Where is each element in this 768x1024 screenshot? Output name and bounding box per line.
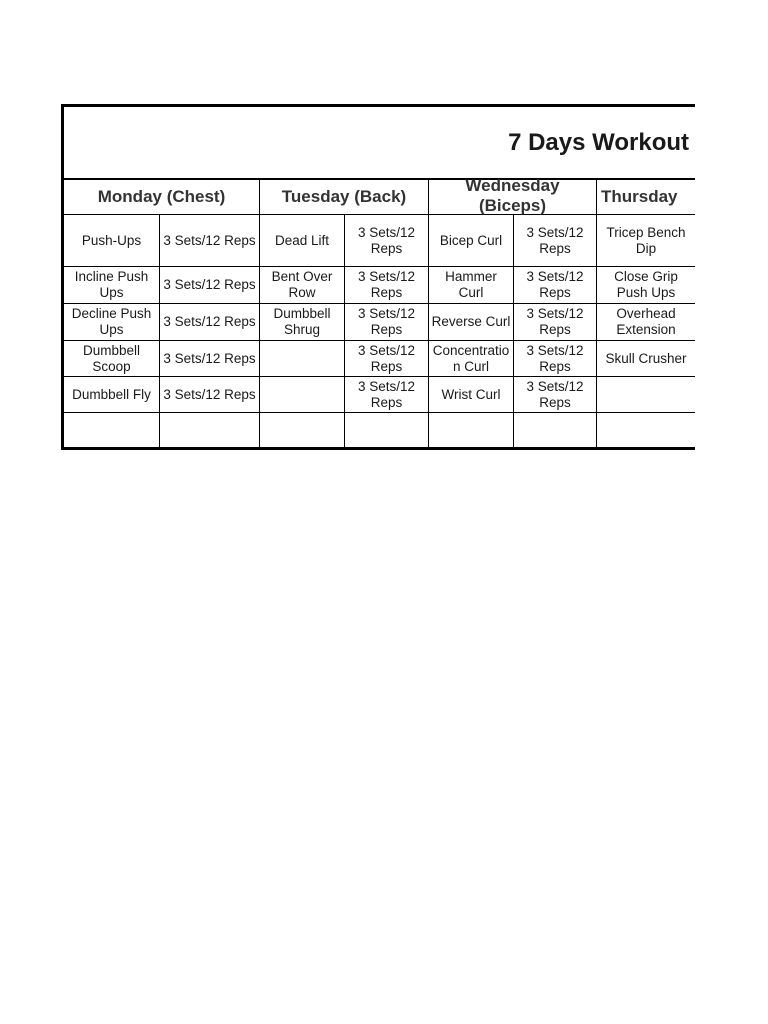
table-cell: 3 Sets/12 Reps	[357, 378, 416, 410]
table-cell: Incline Push Ups	[74, 269, 149, 300]
table-cell: 3 Sets/12 Reps	[163, 232, 256, 248]
table-cell: Dead Lift	[274, 232, 330, 248]
table-cell: 3 Sets/12 Reps	[357, 342, 416, 374]
table-cell: 3 Sets/12 Reps	[163, 350, 256, 366]
table-cell	[64, 413, 159, 447]
table-cell	[345, 413, 428, 447]
header-thursday: Thursday	[601, 187, 678, 206]
table-cell: Overhead Extension	[616, 306, 676, 337]
table-cell: Hammer Curl	[445, 269, 497, 300]
table-cell: 3 Sets/12 Reps	[526, 224, 584, 256]
table-cell: Reverse Curl	[431, 314, 511, 329]
table-cell: Skull Crusher	[605, 350, 687, 366]
table-cell: 3 Sets/12 Reps	[163, 277, 256, 292]
table-cell: 3 Sets/12 Reps	[526, 342, 584, 374]
header-tuesday: Tuesday (Back)	[281, 187, 407, 206]
table-cell	[160, 413, 259, 447]
table-cell: 3 Sets/12 Reps	[357, 269, 416, 300]
table-cell: Dumbbell Fly	[72, 386, 151, 402]
table-cell: Bent Over Row	[271, 269, 333, 300]
table-cell	[260, 413, 344, 447]
table-cell	[260, 377, 344, 412]
table-cell: Tricep Bench Dip	[606, 224, 686, 256]
table-cell: Dumbbell Scoop	[82, 342, 141, 374]
table-cell: Concentration Curl	[432, 342, 510, 374]
table-cell: Decline Push Ups	[71, 306, 152, 337]
table-cell	[597, 377, 695, 412]
table-cell: 3 Sets/12 Reps	[163, 314, 256, 329]
table-cell: Bicep Curl	[439, 232, 503, 248]
table-border-bottom	[61, 447, 695, 450]
title-cell	[64, 107, 695, 182]
header-monday: Monday (Chest)	[97, 187, 226, 206]
table-cell	[260, 341, 344, 376]
table-cell: 3 Sets/12 Reps	[526, 378, 584, 410]
table-cell	[597, 413, 695, 447]
table-cell: 3 Sets/12 Reps	[357, 306, 416, 337]
header-wednesday: Wednesday (Biceps)	[465, 176, 560, 215]
table-cell: 3 Sets/12 Reps	[526, 306, 584, 337]
table-cell: 3 Sets/12 Reps	[163, 386, 256, 402]
table-cell: Push-Ups	[81, 232, 142, 248]
table-cell	[514, 413, 596, 447]
workout-table	[61, 104, 695, 450]
table-cell: Dumbbell Shrug	[273, 306, 331, 337]
table-cell: Wrist Curl	[441, 386, 501, 402]
table-cell	[429, 413, 513, 447]
table-cell: 3 Sets/12 Reps	[357, 224, 416, 256]
page-title: 7 Days Workout	[508, 129, 689, 156]
table-cell: Close Grip Push Ups	[614, 269, 678, 300]
table-cell: 3 Sets/12 Reps	[526, 269, 584, 300]
